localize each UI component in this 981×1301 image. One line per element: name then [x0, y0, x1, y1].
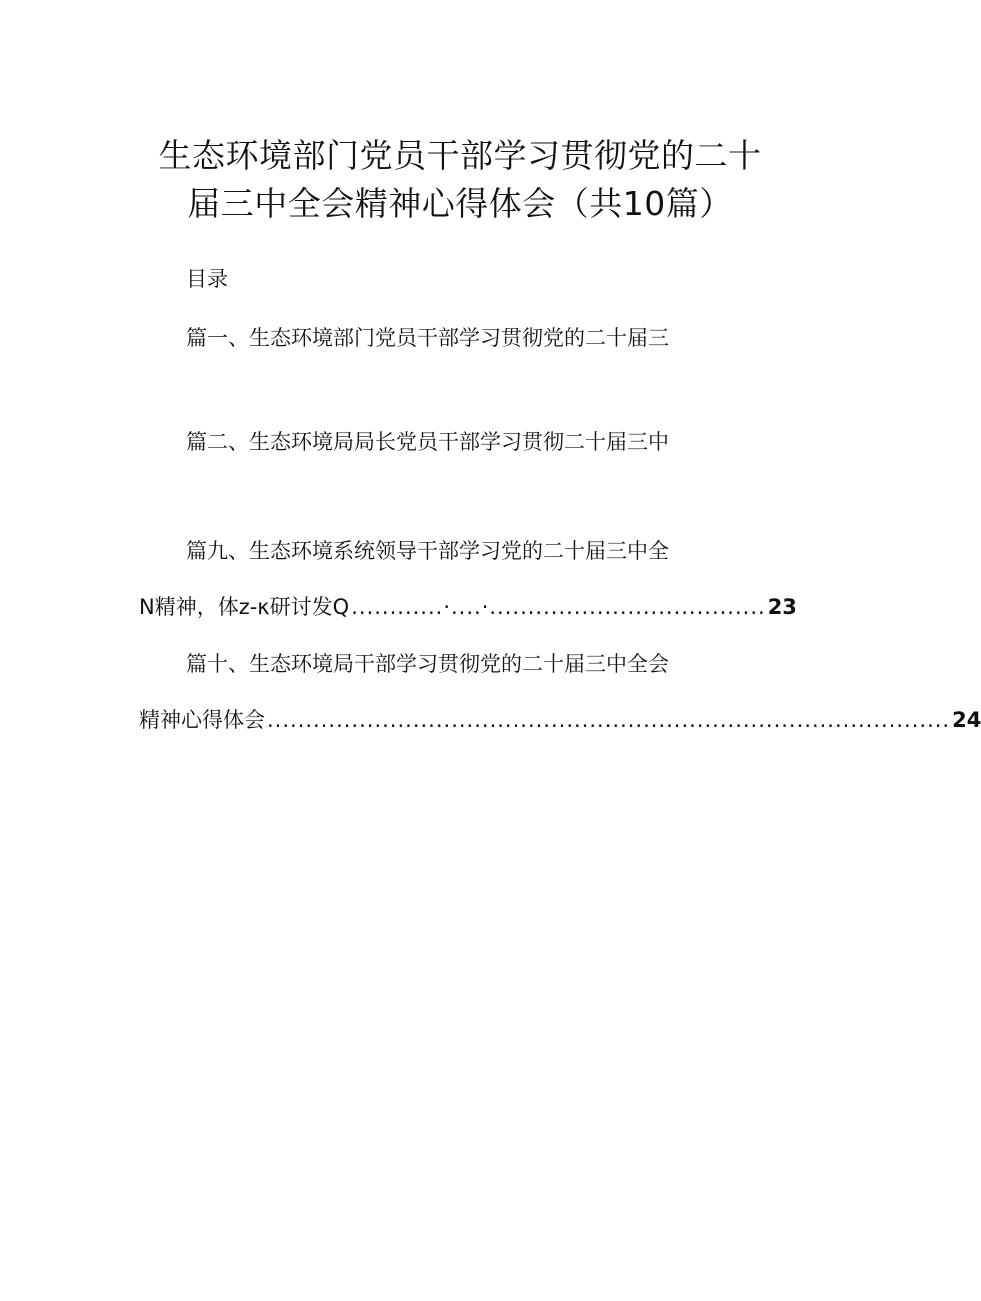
toc-page-number: 23 — [767, 595, 797, 619]
document-title-line-2: 届三中全会精神心得体会（共10篇） — [187, 184, 733, 223]
toc-entry-2[interactable]: 篇二、生态环境局局长党员干部学习贯彻二十届三中 — [186, 430, 669, 454]
toc-leader-dots: ............·....·.................................... — [351, 595, 766, 619]
toc-entry-10[interactable]: 篇十、生态环境局干部学习贯彻党的二十届三中全会 — [186, 652, 669, 676]
toc-leader-dots: ......................................................................................... — [267, 708, 951, 732]
toc-heading: 目录 — [186, 267, 228, 291]
toc-entry-9-continuation[interactable] — [139, 592, 797, 622]
toc-entry-text: 精神心得体会 — [139, 708, 265, 732]
toc-entry-text: N精神，体z-κ研讨发Q — [139, 595, 350, 619]
toc-page-number: 24 — [952, 708, 981, 732]
toc-entry-9[interactable]: 篇九、生态环境系统领导干部学习党的二十届三中全 — [186, 539, 669, 563]
toc-entry-1[interactable]: 篇一、生态环境部门党员干部学习贯彻党的二十届三 — [186, 326, 669, 350]
document-title-line-1: 生态环境部门党员干部学习贯彻党的二十 — [158, 136, 762, 175]
toc-entry-10-continuation[interactable] — [139, 705, 981, 735]
